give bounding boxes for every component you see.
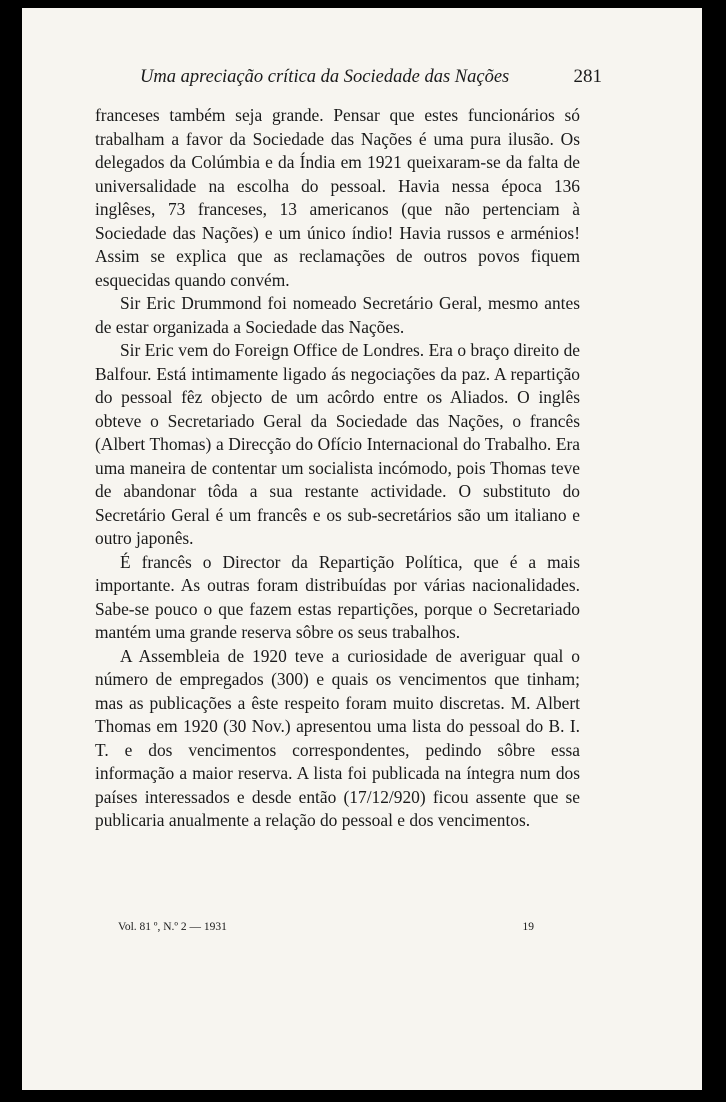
signature-mark: 19 xyxy=(522,921,534,933)
paragraph: Sir Eric vem do Foreign Office de Londres. Era o braço direito de Balfour. Está intimamente ligado ás negociações da paz. A repartição do pessoal fêz objecto de um acôrdo entre os Aliados. O inglês obteve o Secretariado Geral da Sociedade das Nações, o francês (Albert Thomas) a Direcção do Ofício Internacional do Trabalho. Era uma maneira de contentar um socialista incómodo, pois Thomas teve de abandonar tôda a sua restante actividade. O substituto do Secretário Geral é um francês e os sub-secretários são um italiano e outro japonês. xyxy=(95,340,580,548)
paragraph: É francês o Director da Repartição Política, que é a mais importante. As outras foram distribuídas por várias nacionalidades. Sabe-se pouco o que fazem estas repartições, porque o Secretariado mantém uma grande reserva sôbre os seus trabalhos. xyxy=(95,551,580,642)
page-header xyxy=(140,66,602,88)
paragraph-continued: franceses também seja grande. Pensar que estes funcionários só trabalham a favor da Sociedade das Nações é uma pura ilusão. Os delegados da Colúmbia e da Índia em 1921 queixaram-se da falta de universalidade na escolha do pessoal. Havia nessa época 136 inglêses, 73 franceses, 13 americanos (que não pertenciam à Sociedade das Nações) e um único índio! Havia russos e arménios! Assim se explica que as reclamações de outros povos fiquem esquecidas quando convém. xyxy=(95,105,580,290)
page-footer xyxy=(118,921,538,933)
running-title: Uma apreciação crítica da Sociedade das Nações xyxy=(140,67,510,87)
page-number: 281 xyxy=(573,66,602,87)
paragraph: A Assembleia de 1920 teve a curiosidade de averiguar qual o número de empregados (300) e quais os vencimentos que tinham; mas as publicações a êste respeito foram muito discretas. M. Albert Thomas em 1920 (30 Nov.) apresentou uma lista do pessoal do B. I. T. e dos vencimentos correspondentes, pedindo sôbre essa informação a maior reserva. A lista foi publicada na íntegra num dos países interessados e desde então (17/12/920) ficou assente que se publicaria anualmente a relação do pessoal e dos vencimentos. xyxy=(95,645,580,830)
volume-info: Vol. 81 º, N.º 2 — 1931 xyxy=(118,921,227,933)
paragraph: Sir Eric Drummond foi nomeado Secretário Geral, mesmo antes de estar organizada a Sociedade das Nações. xyxy=(95,293,580,337)
body-text xyxy=(95,104,580,833)
